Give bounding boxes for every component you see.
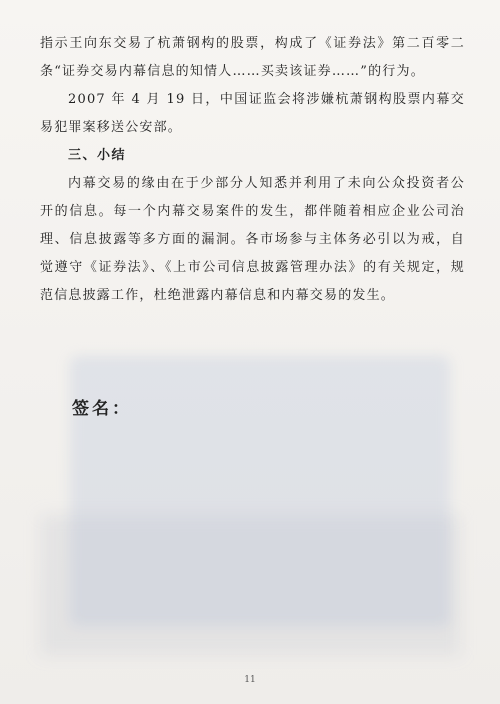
bleed-through-mark-lower <box>40 515 460 655</box>
page-number: 11 <box>244 675 256 685</box>
paragraph-3: 内幕交易的缘由在于少部分人知悉并利用了未向公众投资者公开的信息。每一个内幕交易案件的发生，都伴随着相应企业公司治理、信息披露等多方面的漏洞。各市场参与主体务必引以为戒，自觉遵守《证券法》、《上市公司信息披露管理办法》的有关规定，规范信息披露工作，杜绝泄露内幕信息和内幕交易的发生。 <box>40 176 465 303</box>
section-heading: 三、小结 <box>68 148 127 163</box>
document-body <box>40 30 465 310</box>
paragraph-2: 2007 年 4 月 19 日，中国证监会将涉嫌杭萧钢构股票内幕交易犯罪案移送公安部。 <box>40 92 465 135</box>
signature-label: 签名： <box>72 399 132 419</box>
paragraph-1: 指示王向东交易了杭萧钢构的股票，构成了《证券法》第二百零二条“证券交易内幕信息的知情人……买卖该证券……”的行为。 <box>40 36 465 79</box>
